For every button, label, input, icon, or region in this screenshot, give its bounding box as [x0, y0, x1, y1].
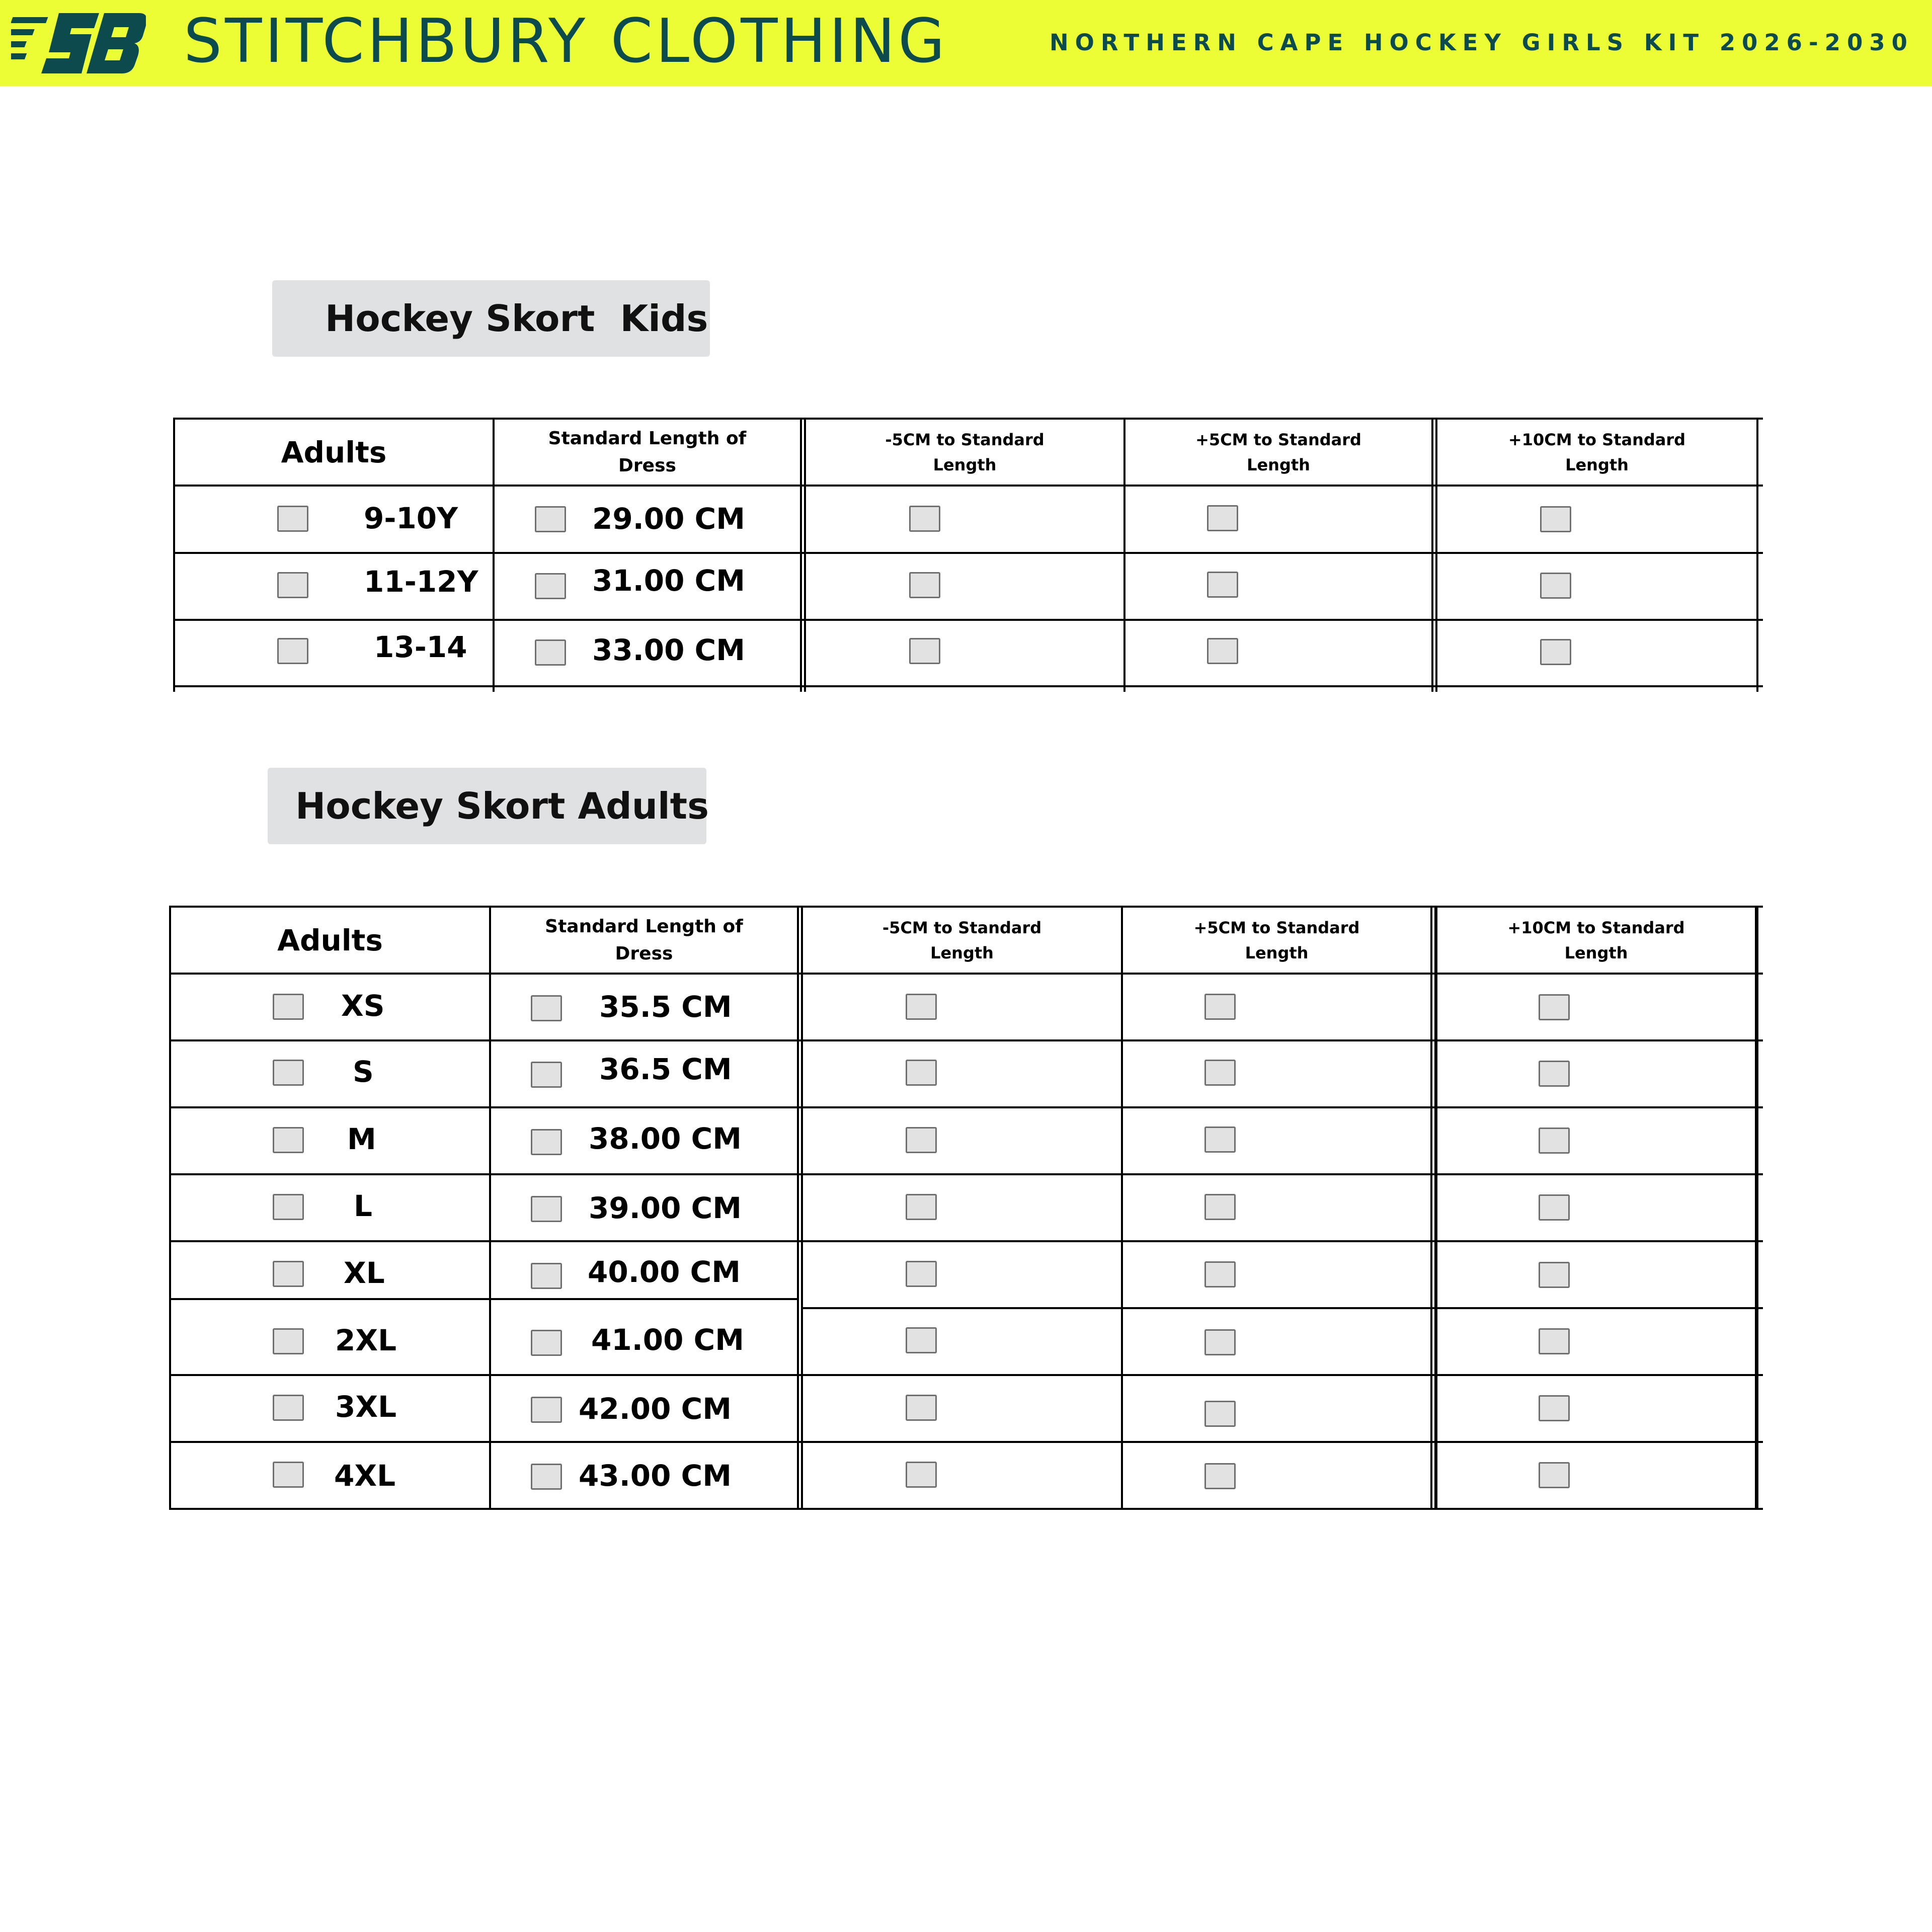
adults-size-label: 3XL [335, 1390, 397, 1424]
adults-length-value: 39.00 CM [589, 1191, 742, 1225]
stitchbury-logo [11, 8, 146, 78]
adults-size-checkbox[interactable] [273, 994, 304, 1020]
kids-minus5-checkbox[interactable] [909, 572, 940, 598]
adults-size-label: M [347, 1122, 376, 1156]
kids-size-checkbox[interactable] [277, 506, 308, 532]
adults-length-value: 43.00 CM [579, 1459, 732, 1493]
adults-plus10-checkbox[interactable] [1539, 1462, 1570, 1488]
adults-header-size: Adults [277, 923, 383, 957]
adults-plus10-checkbox[interactable] [1539, 1128, 1570, 1154]
kids-header-plus5 [1125, 420, 1431, 485]
kids-length-checkbox[interactable] [535, 639, 566, 666]
kids-header-standard [495, 420, 800, 485]
adults-length-checkbox[interactable] [531, 1464, 562, 1490]
brand-name: STITCHBURY CLOTHING [184, 7, 948, 76]
adults-length-value: 38.00 CM [589, 1121, 742, 1156]
adults-size-label: 2XL [335, 1323, 397, 1357]
adults-plus5-checkbox[interactable] [1204, 1463, 1236, 1489]
adults-header-plus10 [1437, 908, 1755, 973]
kids-plus5-checkbox[interactable] [1207, 638, 1238, 664]
adults-header-standard-line1: Standard Length of [545, 916, 743, 937]
kids-size-checkbox[interactable] [277, 572, 308, 598]
adults-length-checkbox[interactable] [531, 1062, 562, 1088]
adults-minus5-checkbox[interactable] [906, 1327, 937, 1353]
adults-length-checkbox[interactable] [531, 995, 562, 1021]
adults-title-text: Hockey Skort Adults [295, 785, 709, 827]
adults-plus10-checkbox[interactable] [1539, 1061, 1570, 1087]
kids-header-plus5-line1: +5CM to Standard [1195, 430, 1361, 449]
kids-size-label: 11-12Y [364, 565, 478, 599]
kids-size-checkbox[interactable] [277, 638, 308, 664]
kids-length-value: 29.00 CM [592, 502, 745, 536]
kids-plus5-checkbox[interactable] [1207, 505, 1238, 531]
kids-plus10-checkbox[interactable] [1540, 506, 1571, 532]
kids-header-plus10-line2: Length [1565, 455, 1629, 474]
adults-size-checkbox[interactable] [273, 1127, 304, 1153]
adults-plus5-checkbox[interactable] [1204, 1401, 1236, 1427]
adults-size-label: XL [344, 1256, 385, 1290]
adults-header-minus5 [803, 908, 1121, 973]
adults-plus10-checkbox[interactable] [1539, 1262, 1570, 1288]
kids-minus5-checkbox[interactable] [909, 506, 940, 532]
adults-plus5-checkbox[interactable] [1204, 1329, 1236, 1355]
adults-size-checkbox[interactable] [273, 1194, 304, 1220]
adults-length-value: 35.5 CM [599, 990, 732, 1024]
adults-minus5-checkbox[interactable] [906, 994, 937, 1020]
kids-header-size: Adults [281, 435, 387, 469]
kids-header-plus10 [1437, 420, 1756, 485]
kids-header-plus5-line2: Length [1247, 455, 1310, 474]
kids-title-text: Hockey Skort Kids [325, 297, 708, 340]
adults-header-plus10-line2: Length [1564, 943, 1628, 962]
kids-length-checkbox[interactable] [535, 573, 566, 599]
kids-length-value: 31.00 CM [592, 564, 745, 598]
adults-minus5-checkbox[interactable] [906, 1127, 937, 1153]
kit-title: NORTHERN CAPE HOCKEY GIRLS KIT 2026-2030 [1050, 29, 1914, 56]
adults-header-plus5-line2: Length [1245, 943, 1309, 962]
kids-plus10-checkbox[interactable] [1540, 573, 1571, 599]
kids-length-checkbox[interactable] [535, 506, 566, 532]
kids-size-label: 9-10Y [364, 501, 458, 535]
adults-plus5-checkbox[interactable] [1204, 1261, 1236, 1287]
adults-plus10-checkbox[interactable] [1539, 1328, 1570, 1354]
adults-plus5-checkbox[interactable] [1204, 994, 1236, 1020]
kids-section-title [272, 280, 710, 357]
adults-size-checkbox[interactable] [273, 1328, 304, 1354]
adults-plus10-checkbox[interactable] [1539, 1395, 1570, 1421]
adults-length-checkbox[interactable] [531, 1397, 562, 1423]
kids-header-minus5 [806, 420, 1123, 485]
adults-size-label: XS [341, 989, 385, 1023]
header-bar [0, 0, 1932, 86]
adults-length-value: 40.00 CM [588, 1255, 741, 1289]
kids-header-minus5-line1: -5CM to Standard [885, 430, 1044, 449]
adults-header-plus5-line1: +5CM to Standard [1193, 918, 1360, 937]
adults-length-checkbox[interactable] [531, 1129, 562, 1155]
adults-plus10-checkbox[interactable] [1539, 994, 1570, 1020]
kids-plus5-checkbox[interactable] [1207, 572, 1238, 598]
adults-minus5-checkbox[interactable] [906, 1395, 937, 1421]
adults-plus5-checkbox[interactable] [1204, 1194, 1236, 1220]
kids-length-value: 33.00 CM [592, 633, 745, 667]
adults-section-title [268, 768, 709, 844]
adults-size-checkbox[interactable] [273, 1261, 304, 1287]
adults-plus5-checkbox[interactable] [1204, 1126, 1236, 1153]
adults-size-checkbox[interactable] [273, 1395, 304, 1421]
kids-minus5-checkbox[interactable] [909, 638, 940, 664]
kids-header-standard-line2: Dress [618, 455, 676, 476]
adults-minus5-checkbox[interactable] [906, 1194, 937, 1220]
adults-header-standard-line2: Dress [615, 943, 673, 964]
adults-header-minus5-line2: Length [930, 943, 994, 962]
adults-plus5-checkbox[interactable] [1204, 1060, 1236, 1086]
adults-size-checkbox[interactable] [273, 1060, 304, 1086]
adults-size-label: 4XL [334, 1459, 396, 1493]
adults-minus5-checkbox[interactable] [906, 1261, 937, 1287]
kids-size-label: 13-14 [374, 630, 467, 664]
adults-header-plus5 [1123, 908, 1430, 973]
adults-minus5-checkbox[interactable] [906, 1060, 937, 1086]
adults-size-label: S [353, 1055, 374, 1089]
adults-length-checkbox[interactable] [531, 1263, 562, 1289]
adults-header-standard [491, 908, 797, 973]
adults-length-value: 42.00 CM [579, 1392, 732, 1426]
adults-size-label: L [354, 1189, 372, 1223]
adults-length-value: 41.00 CM [591, 1323, 744, 1357]
adults-plus10-checkbox[interactable] [1539, 1194, 1570, 1221]
adults-length-checkbox[interactable] [531, 1196, 562, 1222]
adults-header-plus10-line1: +10CM to Standard [1507, 918, 1685, 937]
kids-header-minus5-line2: Length [933, 455, 997, 474]
kids-header-plus10-line1: +10CM to Standard [1508, 430, 1686, 449]
adults-header-minus5-line1: -5CM to Standard [882, 918, 1042, 937]
kids-plus10-checkbox[interactable] [1540, 639, 1571, 665]
adults-size-checkbox[interactable] [273, 1462, 304, 1488]
adults-length-checkbox[interactable] [531, 1330, 562, 1356]
adults-minus5-checkbox[interactable] [906, 1462, 937, 1488]
adults-length-value: 36.5 CM [599, 1052, 732, 1086]
kids-header-standard-line1: Standard Length of [548, 428, 747, 449]
